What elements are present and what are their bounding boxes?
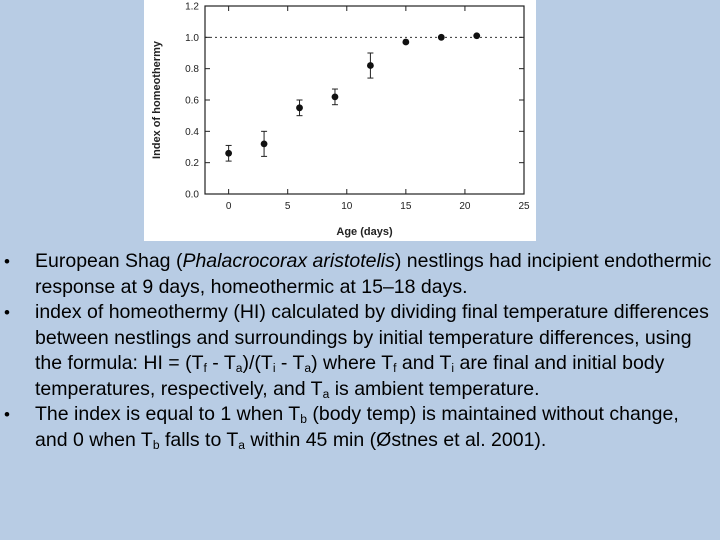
y-tick-label: 0.2 [185,158,199,170]
x-tick-label: 0 [225,201,232,212]
x-tick-label: 20 [459,201,471,212]
bullet-2-text: )/(T [242,352,273,374]
subscript: f [203,361,207,376]
bullet-item-3 [4,402,714,453]
bullet-item-1 [4,249,714,300]
y-tick-label: 1.2 [185,1,199,13]
bullet-2-text: - T [275,352,305,374]
data-point [367,62,374,69]
data-point [296,104,303,111]
bullet-1-text-b: ) nestlings had incipient endothermic response at 9 days, homeothermic at 15–18 days. [35,250,712,298]
subscript: a [322,386,330,401]
bullet-3-text: within 45 min (Østnes et al. 2001). [245,428,547,451]
bullet-mark: • [4,303,10,322]
bullet-3-text: (body temp) is maintained without change, and 0 when T [35,403,679,451]
subscript: a [238,437,246,452]
species-name: Phalacrocorax aristotelis [182,250,395,272]
bullet-3-text: The index is equal to 1 when T [35,403,301,425]
data-point [332,93,339,100]
subscript: i [272,361,276,376]
data-point [225,150,232,157]
data-point [402,39,409,46]
bullet-2-text: - T [206,352,236,374]
bullet-2-text: is ambient temperature. [329,377,540,400]
bullet-2-text: and T [396,352,452,374]
y-tick-label: 0.4 [185,126,199,138]
y-tick-label: 0.6 [185,95,199,107]
subscript: b [300,412,307,427]
x-axis-label: Age (days) [336,226,393,238]
x-tick-label: 15 [400,201,412,212]
homeothermy-chart [144,0,536,241]
bullet-mark: • [4,252,10,271]
bullet-2-text: index of homeothermy (HI) calculated by dividing final temperature differences between nestlings and surroundings by initial temperature differences, using the formula: HI = (T [35,301,709,374]
y-tick-label: 0.0 [185,189,199,201]
subscript: i [451,361,455,376]
y-tick-label: 1.0 [185,32,199,44]
y-axis-label: Index of homeothermy [151,41,163,159]
bullet-item-2 [4,300,714,402]
y-tick-label: 0.8 [185,64,199,76]
x-tick-label: 5 [284,201,291,212]
subscript: b [152,437,160,452]
data-point [473,32,480,39]
bullet-2-text: are final and initial body temperatures, respectively, and T [35,352,665,400]
chart-panel [144,0,536,241]
data-point [438,34,445,41]
bullet-1-text-a: European Shag ( [35,250,183,272]
bullet-mark: • [4,405,10,424]
x-tick-label: 10 [341,201,353,212]
bullet-3-text: falls to T [159,428,239,451]
x-tick-label: 25 [518,201,530,212]
bullet-list [4,249,714,453]
data-point [261,140,268,147]
bullet-2-text: ) where T [311,352,394,374]
subscript: a [304,361,312,376]
subscript: f [393,361,397,376]
subscript: a [235,361,243,376]
